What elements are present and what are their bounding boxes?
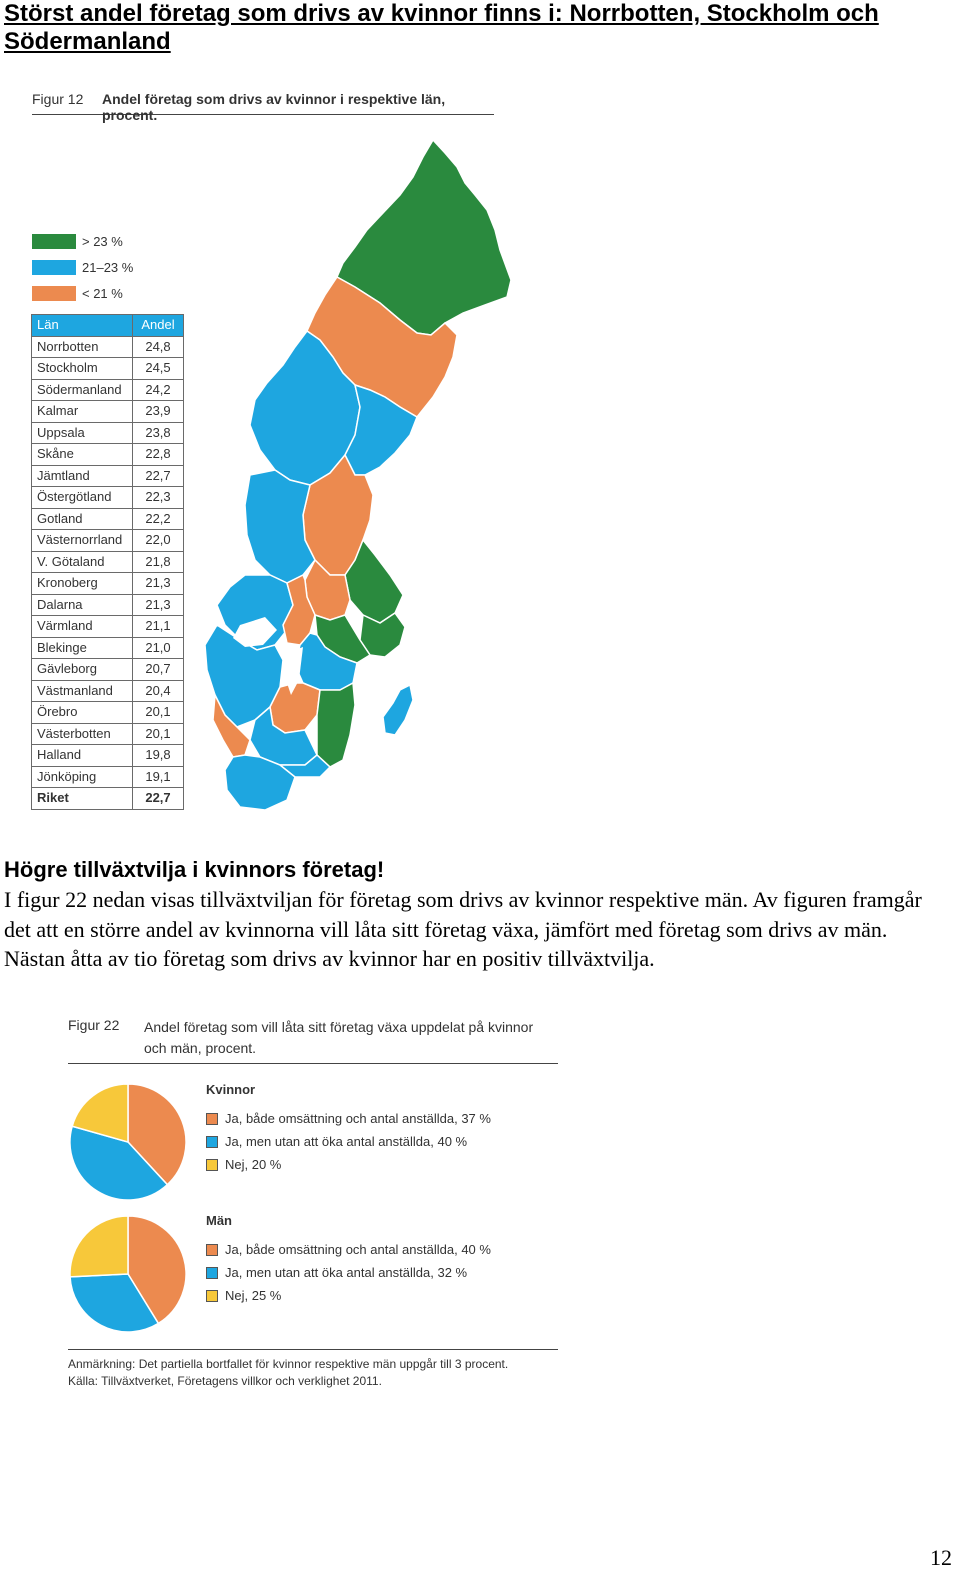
page-number: 12	[930, 1545, 952, 1570]
table-row	[32, 487, 184, 509]
pie-legend-item	[206, 1153, 491, 1176]
table-total-row	[32, 788, 184, 810]
legend-square	[206, 1290, 218, 1302]
county-name: Jämtland	[32, 465, 133, 487]
county-share: 23,9	[133, 401, 184, 423]
section-heading: Högre tillväxtvilja i kvinnors företag!	[4, 857, 385, 882]
total-share: 22,7	[133, 788, 184, 810]
county-share: 21,3	[133, 594, 184, 616]
table-row	[32, 530, 184, 552]
figure22-number: Figur 22	[68, 1017, 120, 1033]
legend-swatch-green	[32, 234, 76, 249]
pie-legend-label: Nej, 25 %	[225, 1288, 282, 1303]
pie-legend-label: Nej, 20 %	[225, 1157, 282, 1172]
pie-legend-item	[206, 1284, 491, 1307]
county-share: 22,7	[133, 465, 184, 487]
pie-legend-label: Ja, både omsättning och antal anställda, 37 %	[225, 1111, 491, 1126]
table-row	[32, 702, 184, 724]
map-legend	[32, 228, 133, 306]
county-name: Kalmar	[32, 401, 133, 423]
pie-chart-kvinnor	[66, 1080, 190, 1204]
county-share: 24,5	[133, 358, 184, 380]
table-row	[32, 766, 184, 788]
pie-legend-item	[206, 1238, 491, 1261]
pie-legend-item	[206, 1261, 491, 1284]
county-name: Blekinge	[32, 637, 133, 659]
table-row	[32, 379, 184, 401]
pie-legend-label: Ja, både omsättning och antal anställda, 40 %	[225, 1242, 491, 1257]
pie-legend-item	[206, 1107, 491, 1130]
county-share: 21,0	[133, 637, 184, 659]
county-name: Gotland	[32, 508, 133, 530]
county-name: Värmland	[32, 616, 133, 638]
county-share: 24,8	[133, 336, 184, 358]
pie-legend-label: Ja, men utan att öka antal anställda, 32 %	[225, 1265, 468, 1280]
legend-square	[206, 1244, 218, 1256]
legend-square	[206, 1136, 218, 1148]
county-share: 20,4	[133, 680, 184, 702]
table-row	[32, 573, 184, 595]
figure22-source: Källa: Tillväxtverket, Företagens villkor och verklighet 2011.	[68, 1374, 382, 1388]
total-label: Riket	[32, 788, 133, 810]
county-name: Dalarna	[32, 594, 133, 616]
pie-legend-label: Ja, men utan att öka antal anställda, 40 %	[225, 1134, 468, 1149]
table-row	[32, 637, 184, 659]
table-row	[32, 401, 184, 423]
county-name: Västerbotten	[32, 723, 133, 745]
county-name: Halland	[32, 745, 133, 767]
county-share: 22,3	[133, 487, 184, 509]
county-share: 20,1	[133, 702, 184, 724]
table-row	[32, 551, 184, 573]
county-share: 19,8	[133, 745, 184, 767]
county-share: 22,8	[133, 444, 184, 466]
table-row	[32, 444, 184, 466]
body-paragraph: I figur 22 nedan visas tillväxtviljan för företag som drivs av kvinnor respektive män. Av figuren framgår det att en större andel av kvinnorna vill låta sitt företag växa, jämfört med företag som drivs av män. Nästan åtta av tio företag som drivs av kvinnor har en positiv tillväxtvilja.	[4, 887, 922, 971]
table-row	[32, 358, 184, 380]
table-row	[32, 659, 184, 681]
figure12-title: Andel företag som drivs av kvinnor i respektive län, procent.	[102, 91, 446, 123]
figure22-title: Andel företag som vill låta sitt företag växa uppdelat på kvinnor och män, procent.	[144, 1019, 534, 1056]
county-share: 23,8	[133, 422, 184, 444]
pie-chart-man	[66, 1212, 190, 1336]
figure22-caption	[68, 1015, 558, 1064]
county-name: Örebro	[32, 702, 133, 724]
table-header-row	[32, 315, 184, 337]
county-name: Gävleborg	[32, 659, 133, 681]
table-row	[32, 336, 184, 358]
legend-item	[32, 254, 133, 280]
county-name: Västmanland	[32, 680, 133, 702]
legend-label: 21–23 %	[82, 259, 134, 275]
legend-swatch-orange	[32, 286, 76, 301]
county-share: 21,1	[133, 616, 184, 638]
county-table-body	[32, 336, 184, 809]
county-table	[31, 314, 184, 810]
county-share: 21,3	[133, 573, 184, 595]
figure12-caption	[32, 90, 494, 123]
table-row	[32, 723, 184, 745]
county-share: 20,1	[133, 723, 184, 745]
legend-square	[206, 1267, 218, 1279]
county-share: 22,0	[133, 530, 184, 552]
pie-legend-item	[206, 1130, 491, 1153]
county-name: Uppsala	[32, 422, 133, 444]
table-row	[32, 594, 184, 616]
legend-square	[206, 1159, 218, 1171]
pie-slice	[70, 1216, 128, 1277]
legend-label: > 23 %	[82, 233, 123, 249]
legend-label: < 21 %	[82, 285, 123, 301]
county-share: 22,2	[133, 508, 184, 530]
pie-legend-title: Män	[206, 1213, 232, 1228]
county-name: Östergötland	[32, 487, 133, 509]
map-region-jonkoping	[270, 683, 320, 733]
county-name: Norrbotten	[32, 336, 133, 358]
county-name: Stockholm	[32, 358, 133, 380]
table-row	[32, 508, 184, 530]
pie-legend-kvinnor	[206, 1082, 491, 1176]
table-row	[32, 422, 184, 444]
county-name: Västernorrland	[32, 530, 133, 552]
county-name: Jönköping	[32, 766, 133, 788]
pie-legend-man	[206, 1213, 491, 1307]
sweden-map	[195, 135, 525, 815]
legend-item	[32, 228, 133, 254]
county-name: V. Götaland	[32, 551, 133, 573]
county-share: 20,7	[133, 659, 184, 681]
table-row	[32, 616, 184, 638]
page-heading: Störst andel företag som drivs av kvinnor finns i: Norrbotten, Stockholm och Södermanland	[4, 0, 879, 55]
county-share: 21,8	[133, 551, 184, 573]
county-share: 24,2	[133, 379, 184, 401]
table-row	[32, 745, 184, 767]
map-region-dalarna	[245, 470, 315, 583]
legend-item	[32, 280, 133, 306]
figure12-number: Figur 12	[32, 91, 84, 107]
legend-swatch-blue	[32, 260, 76, 275]
legend-square	[206, 1113, 218, 1125]
county-name: Skåne	[32, 444, 133, 466]
map-region-kalmar	[317, 683, 355, 767]
column-header-andel: Andel	[133, 315, 184, 337]
county-name: Södermanland	[32, 379, 133, 401]
table-row	[32, 680, 184, 702]
county-name: Kronoberg	[32, 573, 133, 595]
column-header-lan: Län	[32, 315, 133, 337]
county-share: 19,1	[133, 766, 184, 788]
figure22-note: Anmärkning: Det partiella bortfallet för kvinnor respektive män uppgår till 3 procent.	[68, 1357, 509, 1371]
pie-legend-title: Kvinnor	[206, 1082, 256, 1097]
map-region-gotland	[383, 685, 413, 735]
table-row	[32, 465, 184, 487]
figure22-notes	[68, 1349, 558, 1390]
